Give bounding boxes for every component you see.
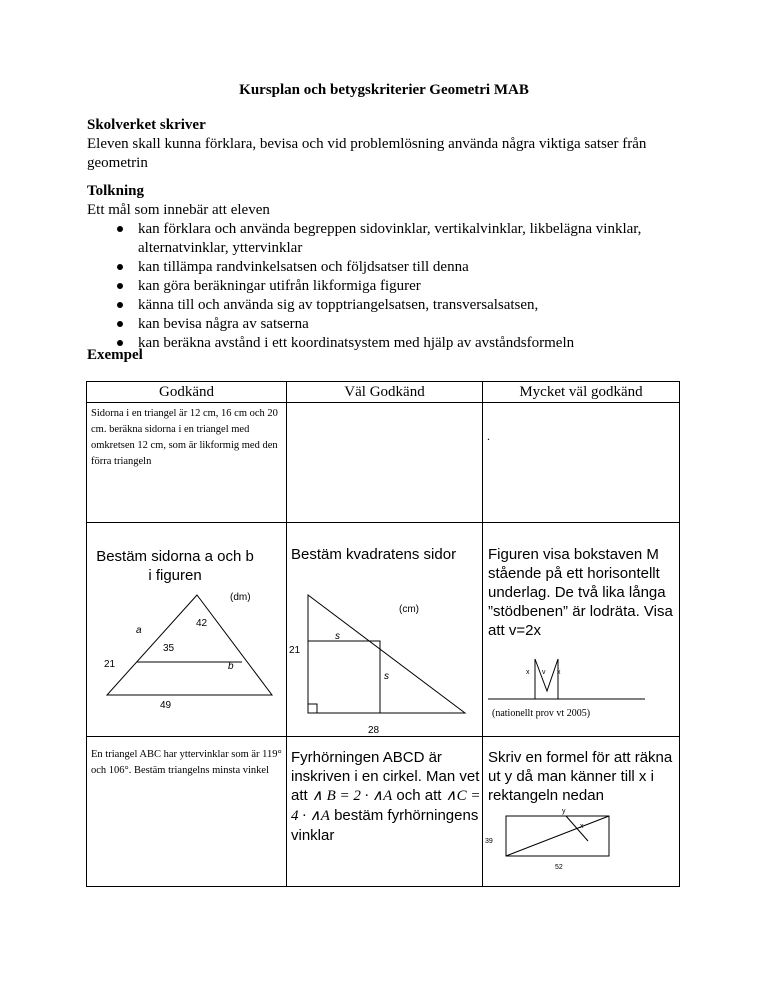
fig-label-s-side: s — [384, 671, 389, 682]
fig-label-35: 35 — [163, 643, 175, 654]
row2-godkand-text: Bestäm sidorna a och b i figuren — [96, 548, 254, 584]
fig-label-s-top: s — [335, 631, 340, 642]
list-item: kan göra beräkningar utifrån likformiga figurer — [87, 277, 687, 296]
row2-mvg-cell — [483, 523, 680, 737]
vg-text-och: och att — [392, 787, 442, 804]
similar-triangles-figure — [87, 583, 286, 713]
row1-vg-cell — [287, 403, 483, 523]
row2-godkand-cell — [87, 523, 287, 737]
fig-label-42: 42 — [196, 618, 208, 629]
row3-vg-text — [291, 748, 481, 845]
row2-vg-cell — [287, 523, 483, 737]
row3-mvg-cell — [483, 737, 680, 887]
page-title: Kursplan och betygskriterier Geometri MAB — [239, 82, 529, 98]
exempel-heading: Exempel — [87, 347, 143, 363]
letter-m-figure — [483, 647, 678, 717]
row3-vg-cell — [287, 737, 483, 887]
column-header-val-godkand: Väl Godkänd — [287, 382, 483, 403]
fig-label-21: 21 — [289, 645, 301, 656]
tolkning-section — [87, 182, 687, 353]
square-in-triangle-figure — [287, 583, 482, 733]
tolkning-heading: Tolkning — [87, 183, 144, 199]
row1-mvg-text: . — [487, 429, 490, 443]
table-row — [87, 403, 680, 523]
fig-unit-label: (cm) — [399, 604, 419, 615]
list-item: känna till och använda sig av topptriangelsatsen, transversalsatsen, — [87, 296, 687, 315]
fig-label-28: 28 — [368, 725, 380, 733]
skolverket-heading: Skolverket skriver — [87, 117, 206, 133]
fig-label-x-right: x — [557, 669, 561, 676]
vg-equation-1: ∧ B = 2 · ∧A — [311, 788, 393, 804]
vg-text-part2: bestäm fyrhörningens vinklar — [291, 807, 479, 844]
list-item: kan förklara och använda begreppen sidovinklar, vertikalvinklar, likbelägna vinklar, alternatvinklar, yttervinklar — [87, 220, 687, 258]
fig-label-52: 52 — [555, 864, 563, 871]
fig-label-b: b — [228, 661, 234, 672]
table-row — [87, 523, 680, 737]
fig-label-v: v — [542, 669, 546, 676]
row2-mvg-text: Figuren visa bokstaven M stående på ett horisontellt underlag. De två lika långa ”stödbenen” är lodräta. Visa att v=2x — [488, 546, 673, 639]
fig-label-21: 21 — [104, 659, 116, 670]
fig-label-y: y — [562, 808, 566, 815]
fig-label-49: 49 — [160, 700, 172, 711]
fig-label-a: a — [136, 625, 142, 636]
fig-label-x: x — [580, 823, 584, 830]
table-header-row — [87, 382, 680, 403]
fig-unit-label: (dm) — [230, 592, 251, 603]
vg-text-part1: Fyrhörningen ABCD är inskriven i en cirkel. Man vet att — [291, 749, 480, 804]
rectangle-figure — [483, 803, 678, 888]
skolverket-text: Eleven skall kunna förklara, bevisa och vid problemlösning använda några viktiga satser från geometrin — [87, 136, 647, 171]
table-row — [87, 737, 680, 887]
row1-godkand-cell: Sidorna i en triangel är 12 cm, 16 cm och 20 cm. beräkna sidorna i en triangel med omkretsen 12 cm, som är likformig med den förra triangeln — [87, 403, 287, 523]
list-item: kan tillämpa randvinkelsatsen och följdsatser till denna — [87, 258, 687, 277]
row1-mvg-cell — [483, 403, 680, 523]
list-item: kan beräkna avstånd i ett koordinatsystem med hjälp av avståndsformeln — [87, 334, 687, 353]
tolkning-list — [87, 220, 687, 353]
source-note: (nationellt prov vt 2005) — [492, 708, 591, 719]
fig-label-39: 39 — [485, 838, 493, 845]
row2-vg-text: Bestäm kvadratens sidor — [291, 546, 457, 563]
fig-label-x-left: x — [526, 669, 530, 676]
column-header-godkand: Godkänd — [87, 382, 287, 403]
tolkning-intro: Ett mål som innebär att eleven — [87, 202, 270, 218]
examples-table — [86, 381, 680, 887]
vg-equation-2: ∧C = 4 · ∧A — [291, 788, 481, 824]
row3-mvg-text: Skriv en formel för att räkna ut y då man känner till x i rektangeln nedan — [488, 749, 673, 804]
skolverket-section — [87, 116, 687, 173]
row3-godkand-cell: En triangel ABC har yttervinklar som är 119° och 106°. Bestäm triangelns minsta vinkel — [87, 737, 287, 887]
list-item: kan bevisa några av satserna — [87, 315, 687, 334]
column-header-mycket-val-godkand: Mycket väl godkänd — [483, 382, 680, 403]
